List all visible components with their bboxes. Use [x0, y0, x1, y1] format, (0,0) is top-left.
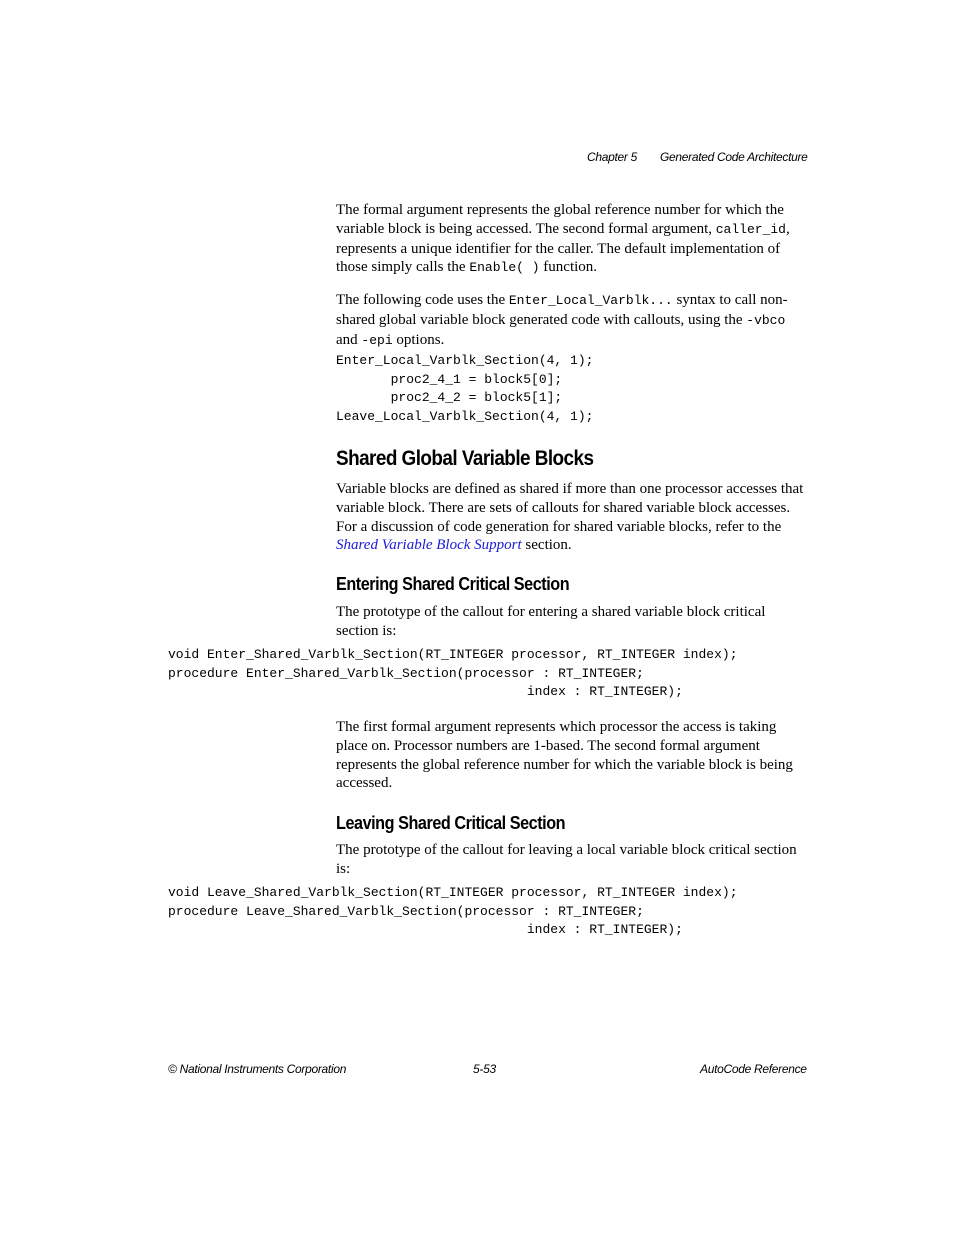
shared-variable-block-support-link[interactable]: Shared Variable Block Support — [336, 537, 522, 554]
text-run: The formal argument represents the global reference number for which the variable block is being accessed. The second formal argument, — [336, 202, 784, 237]
paragraph-following-code — [336, 291, 804, 350]
text-run: function. — [539, 259, 598, 276]
code-line: index : RT_INTEGER); — [168, 922, 683, 938]
paragraph-entering-after: The first formal argument represents which processor the access is taking place on. Processor numbers are 1-based. The second formal argument represents the global reference number for which the variable block is being accessed. — [336, 719, 793, 792]
header-chapter: Chapter 5 — [587, 150, 637, 164]
footer-page-number: 5-53 — [473, 1062, 496, 1076]
code-block-entering — [168, 646, 738, 702]
inline-code: -vbco — [746, 312, 786, 328]
text-run: syntax to call non-shared global variable block generated code with callouts, using the — [336, 292, 788, 328]
text-run: section. — [521, 537, 572, 554]
text-run: , represents a unique identifier for the caller. The default implementation of those simply calls the — [336, 220, 790, 276]
code-block-local-varblk — [336, 352, 593, 427]
code-line: index : RT_INTEGER); — [168, 684, 683, 700]
text-run: The following code uses the — [336, 292, 509, 308]
header-title: Generated Code Architecture — [660, 150, 808, 164]
code-line: Leave_Local_Varblk_Section(4, 1); — [336, 409, 594, 425]
code-block-leaving — [168, 884, 738, 940]
inline-code: Enable( ) — [469, 260, 540, 276]
subheading-entering: Entering Shared Critical Section — [336, 574, 570, 594]
footer-manual-title: AutoCode Reference — [700, 1062, 807, 1076]
subheading-leaving: Leaving Shared Critical Section — [336, 813, 566, 833]
code-line: procedure Leave_Shared_Varblk_Section(processor : RT_INTEGER; — [168, 903, 644, 919]
inline-code: -epi — [361, 332, 393, 348]
code-line: procedure Enter_Shared_Varblk_Section(processor : RT_INTEGER; — [168, 665, 644, 681]
code-line: void Leave_Shared_Varblk_Section(RT_INTEGER processor, RT_INTEGER index); — [168, 885, 738, 900]
inline-code: caller_id — [715, 221, 786, 237]
code-line: void Enter_Shared_Varblk_Section(RT_INTEGER processor, RT_INTEGER index); — [168, 647, 738, 662]
code-line: proc2_4_1 = block5[0]; — [336, 371, 563, 387]
text-run: options. — [392, 331, 445, 348]
paragraph-formal-argument — [336, 201, 804, 278]
paragraph-entering-intro: The prototype of the callout for entering a shared variable block critical section is: — [336, 604, 766, 639]
paragraph-leaving-intro: The prototype of the callout for leaving a local variable block critical section is: — [336, 842, 797, 877]
footer-copyright: © National Instruments Corporation — [168, 1062, 347, 1076]
text-run: and — [336, 331, 362, 348]
code-line: Enter_Local_Varblk_Section(4, 1); — [336, 353, 594, 368]
inline-code: Enter_Local_Varblk... — [508, 293, 673, 308]
paragraph-shared-blocks — [336, 480, 804, 555]
code-line: proc2_4_2 = block5[1]; — [336, 390, 563, 406]
text-run: Variable blocks are defined as shared if more than one processor accesses that variable block. There are sets of callouts for shared variable block accesses. For a discussion of code generation for shared variable blocks, refer to the — [336, 481, 804, 535]
section-heading: Shared Global Variable Blocks — [336, 447, 594, 470]
